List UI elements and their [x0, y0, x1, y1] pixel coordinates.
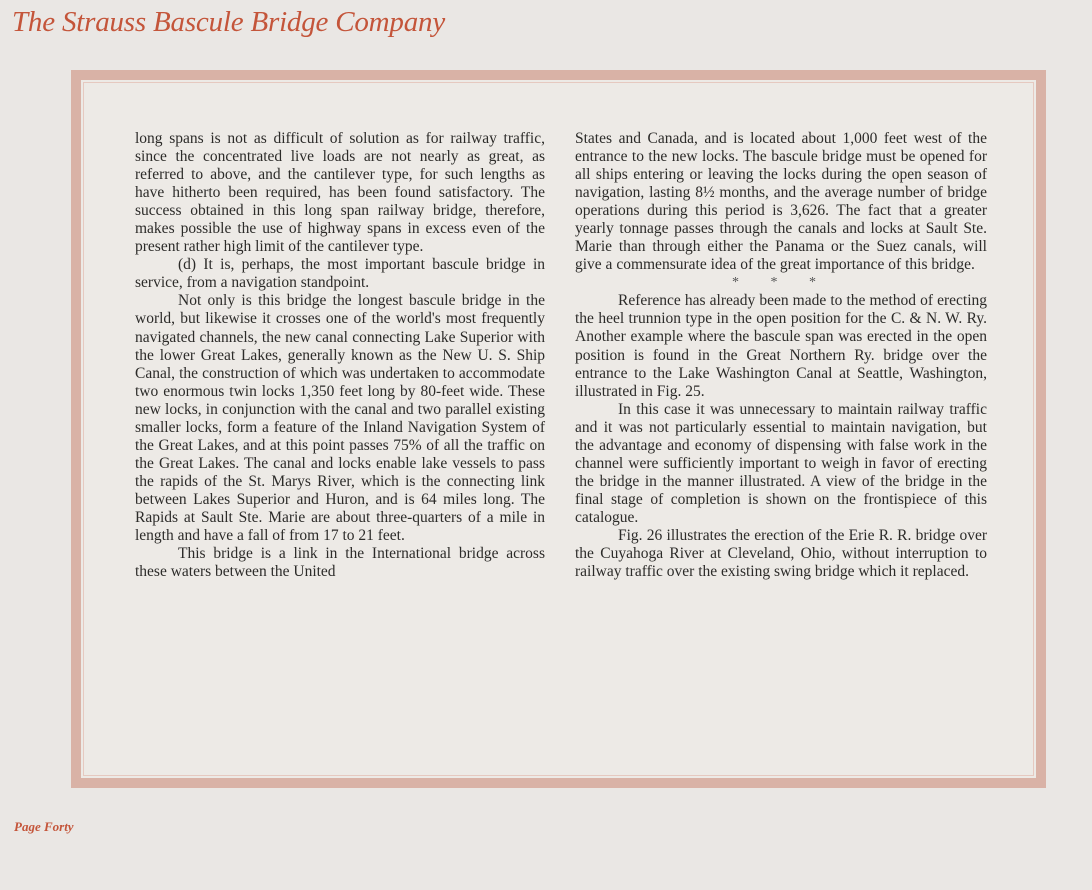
- paragraph: This bridge is a link in the International bridge across these waters between the United: [135, 545, 545, 581]
- paragraph: Reference has already been made to the method of erecting the heel trunnion type in the open position for the C. & N. W. Ry. Another example where the bascule span was erected in the open position is found in the Great Northern Ry. bridge over the entrance to the Lake Washington Canal at Seattle, Washington, illustrated in Fig. 25.: [575, 292, 987, 400]
- paragraph: States and Canada, and is located about 1,000 feet west of the entrance to the new locks. The bascule bridge must be opened for all ships entering or leaving the locks during the open season of navigation, lasting 8½ months, and the average number of bridge operations during this period is 3,626. The fact that a greater yearly tonnage passes through the canals and locks at Sault Ste. Marie than through either the Panama or the Suez canals, will give a commensurate idea of the great importance of this bridge.: [575, 130, 987, 274]
- page-number-label: Page Forty: [14, 819, 74, 834]
- right-text-column: [575, 130, 987, 581]
- section-separator: * * *: [732, 275, 830, 291]
- left-text-column: [135, 130, 545, 581]
- paragraph: long spans is not as difficult of solution as for railway traffic, since the concentrated live loads are not nearly as great, as referred to above, and the cantilever type, for such lengths as have hitherto been required, has been found satisfactory. The success obtained in this long span railway bridge, therefore, makes possible the use of highway spans in excess even of the present rather high limit of the cantilever type.: [135, 130, 545, 256]
- paragraph: (d) It is, perhaps, the most important bascule bridge in service, from a navigation standpoint.: [135, 256, 545, 292]
- paragraph: Fig. 26 illustrates the erection of the Erie R. R. bridge over the Cuyahoga River at Cleveland, Ohio, without interruption to railway traffic over the existing swing bridge which it replaced.: [575, 526, 987, 581]
- paragraph: In this case it was unnecessary to maintain railway traffic and it was not particularly essential to maintain navigation, but the advantage and economy of dispensing with false work in the channel were sufficiently important to weigh in favor of erecting the bridge in the manner illustrated. A view of the bridge in the final stage of completion is shown on the frontispiece of this catalogue.: [575, 400, 987, 526]
- page-header-title: The Strauss Bascule Bridge Company: [12, 6, 446, 38]
- paragraph: Not only is this bridge the longest bascule bridge in the world, but likewise it crosses one of the world's most frequently navigated channels, the new canal connecting Lake Superior with the lower Great Lakes, generally known as the New U. S. Ship Canal, the construction of which was undertaken to accommodate two enormous twin locks 1,350 feet long by 80-feet wide. These new locks, in conjunction with the canal and two parallel existing smaller locks, form a feature of the Inland Navigation System of the Great Lakes, and at this point passes 75% of all the traffic on the Great Lakes. The canal and locks enable lake vessels to pass the rapids of the St. Marys River, which is the connecting link between Lakes Superior and Huron, and is 64 miles long. The Rapids at Sault Ste. Marie are about three-quarters of a mile in length and have a fall of from 17 to 21 feet.: [135, 292, 545, 545]
